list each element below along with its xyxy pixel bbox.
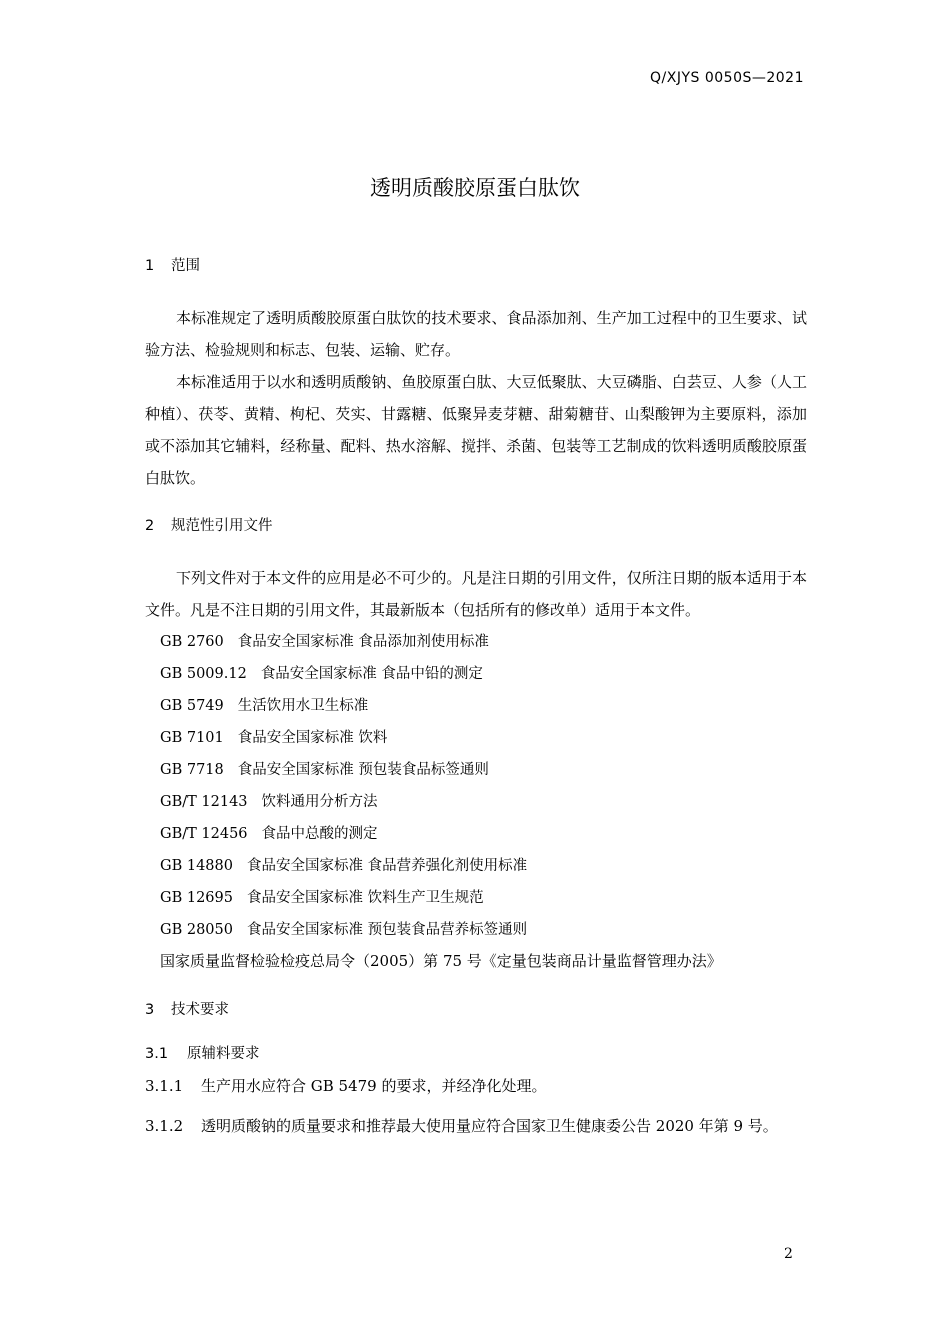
section-title: 技术要求	[171, 1002, 229, 1018]
reference-code: GB 12695	[160, 890, 233, 906]
reference-title: 食品安全国家标准 食品营养强化剂使用标准	[246, 858, 528, 874]
section-title: 规范性引用文件	[171, 518, 273, 534]
section-2-heading	[145, 514, 273, 535]
reference-code: GB 7718	[160, 762, 224, 778]
section-1-heading	[145, 254, 200, 275]
reference-item	[160, 694, 368, 715]
section-number: 3	[145, 1002, 155, 1018]
reference-item	[160, 822, 378, 843]
section-number: 2	[145, 518, 155, 534]
reference-title: 食品安全国家标准 预包装食品营养标签通则	[246, 922, 528, 938]
clause-3-1-1	[145, 1075, 547, 1096]
reference-code: GB 28050	[160, 922, 233, 938]
reference-title: 食品安全国家标准 食品添加剂使用标准	[237, 634, 489, 650]
reference-title: 饮料通用分析方法	[261, 794, 378, 810]
clause-text: 透明质酸钠的质量要求和推荐最大使用量应符合国家卫生健康委公告 2020 年第 9 号。	[201, 1117, 778, 1135]
reference-code: GB 5009.12	[160, 666, 247, 682]
reference-item	[160, 758, 489, 779]
reference-code: GB/T 12143	[160, 794, 248, 810]
clause-3-1-2	[145, 1111, 807, 1141]
reference-item-decree: 国家质量监督检验检疫总局令（2005）第 75 号《定量包装商品计量监督管理办法》	[160, 952, 722, 970]
section-title: 范围	[171, 258, 200, 274]
reference-item	[160, 886, 484, 907]
section-number: 1	[145, 258, 155, 274]
reference-title: 食品安全国家标准 预包装食品标签通则	[237, 762, 489, 778]
reference-title: 食品中总酸的测定	[261, 826, 378, 842]
reference-code: GB 2760	[160, 634, 224, 650]
document-number: Q/XJYS 0050S—2021	[650, 70, 804, 86]
reference-item	[160, 726, 387, 747]
reference-item	[160, 662, 483, 683]
clause-text: 生产用水应符合 GB 5479 的要求，并经净化处理。	[201, 1077, 547, 1095]
clause-number: 3.1.2	[145, 1117, 184, 1135]
reference-code: GB 7101	[160, 730, 224, 746]
reference-title: 食品安全国家标准 食品中铅的测定	[260, 666, 483, 682]
page-number: 2	[784, 1246, 793, 1262]
reference-item	[160, 630, 489, 651]
scope-paragraph-2: 本标准适用于以水和透明质酸钠、鱼胶原蛋白肽、大豆低聚肽、大豆磷脂、白芸豆、人参（人工种植）、茯苓、黄精、枸杞、芡实、甘露糖、低聚异麦芽糖、甜菊糖苷、山梨酸钾为主要原料，添加或不添加其它辅料，经称量、配料、热水溶解、搅拌、杀菌、包装等工艺制成的饮料透明质酸胶原蛋白肽饮。	[145, 373, 807, 487]
reference-code: GB 14880	[160, 858, 233, 874]
subsection-title: 原辅料要求	[187, 1046, 260, 1062]
page-title: 透明质酸胶原蛋白肽饮	[370, 176, 580, 200]
reference-title: 食品安全国家标准 饮料	[237, 730, 388, 746]
reference-code: GB 5749	[160, 698, 224, 714]
section-3-heading	[145, 998, 229, 1019]
normative-intro: 下列文件对于本文件的应用是必不可少的。凡是注日期的引用文件，仅所注日期的版本适用于本文件。凡是不注日期的引用文件，其最新版本（包括所有的修改单）适用于本文件。	[145, 569, 807, 619]
reference-title: 生活饮用水卫生标准	[237, 698, 369, 714]
subsection-number: 3.1	[145, 1046, 169, 1062]
clause-number: 3.1.1	[145, 1077, 184, 1095]
reference-title: 食品安全国家标准 饮料生产卫生规范	[246, 890, 484, 906]
reference-item	[160, 790, 378, 811]
scope-paragraph-1: 本标准规定了透明质酸胶原蛋白肽饮的技术要求、食品添加剂、生产加工过程中的卫生要求、试验方法、检验规则和标志、包装、运输、贮存。	[145, 309, 807, 359]
reference-item	[160, 854, 527, 875]
subsection-heading	[145, 1042, 260, 1063]
reference-code: GB/T 12456	[160, 826, 248, 842]
reference-item	[160, 918, 527, 939]
